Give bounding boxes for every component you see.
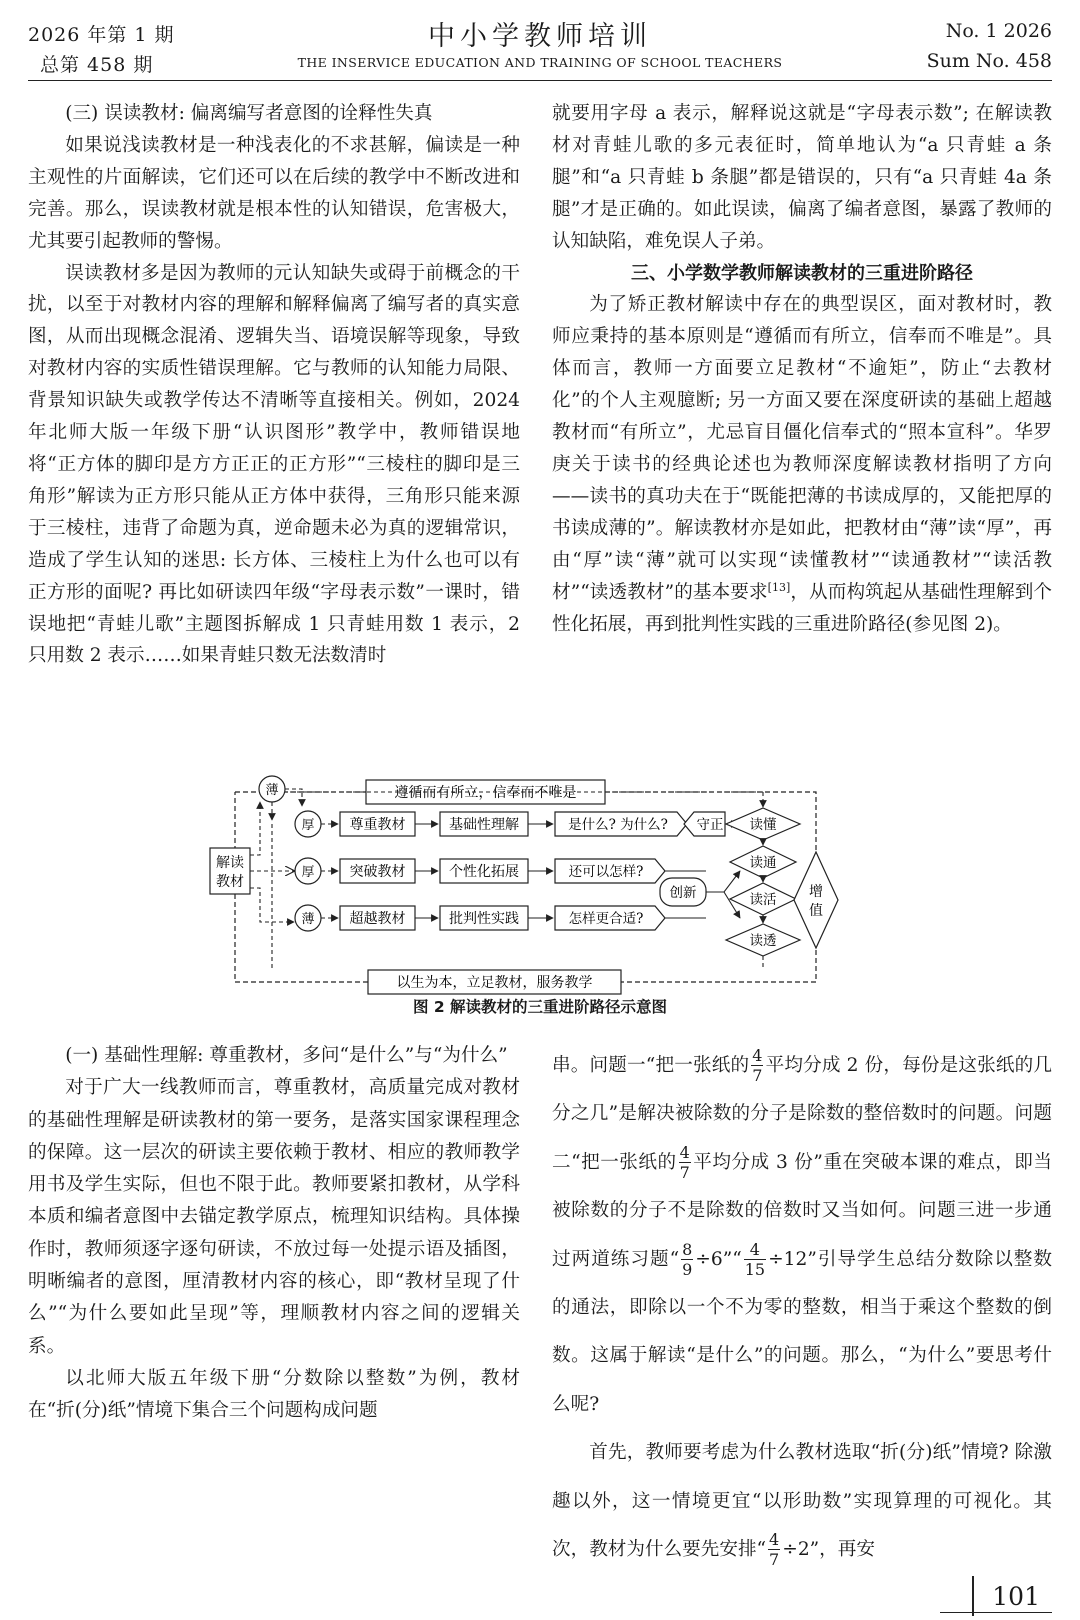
paragraph <box>552 1429 1052 1574</box>
thin-label-bottom: 薄 <box>301 912 315 927</box>
text-run: 串。问题一“把一张纸的 <box>552 1055 750 1076</box>
critical-practice-label: 批判性实践 <box>449 911 519 927</box>
fraction-4-7: $\frac{4}{7}$ <box>679 1142 690 1182</box>
citation-ref: [13] <box>767 580 791 594</box>
paragraph <box>552 289 1052 640</box>
text-run: 平均分成 3 份”重在突破本课的难点，即当被除数的分子不是除数的倍数时又当如何。问题三进一步通过两道练习题“ <box>552 1151 1052 1270</box>
start-label-2: 教材 <box>216 874 244 890</box>
page-number: 101 <box>992 1582 1040 1611</box>
section-heading: 三、小学数学教师解读教材的三重进阶路径 <box>631 262 973 284</box>
paragraph: 以北师大版五年级下册“分数除以整数”为例，教材在“折(分)纸”情境下集合三个问题构成问题 <box>28 1367 520 1422</box>
thick-label-2: 厚 <box>301 865 315 880</box>
basis-label: 以生为本，立足教材，服务教学 <box>396 975 593 991</box>
question-what-why-label: 是什么? 为什么? <box>568 817 668 833</box>
journal-title: 中小学教师培训 <box>428 21 652 52</box>
read-understand-label: 读懂 <box>749 817 777 833</box>
section-title-misreading: (三) 误读教材: 偏离编写者意图的诠释性失真 <box>65 103 433 124</box>
personal-extension-label: 个性化拓展 <box>449 864 519 880</box>
folio-rule <box>940 1612 1052 1613</box>
fraction-4-7: $\frac{4}{7}$ <box>769 1530 780 1570</box>
right-column-top <box>552 98 1052 640</box>
fraction-4-7: $\frac{4}{7}$ <box>752 1046 763 1085</box>
basic-understanding-label: 基础性理解 <box>449 817 519 833</box>
total-issue-number: 总第 458 期 <box>40 54 154 76</box>
respect-label: 尊重教材 <box>349 817 406 833</box>
paragraph-text: ，从而构筑起从基础性理解到个性化拓展，再到批判性实践的三重进阶路径(参见图 2)。 <box>552 581 1052 635</box>
text-run: ÷6”“ <box>695 1248 742 1270</box>
paragraph: 对于广大一线教师而言，尊重教材，高质量完成对教材的基础性理解是研读教材的第一要务，是落实国家课程理念的保障。这一层次的研读主要依赖于教材、相应的教师教学用书及学生实际，但也不限于此。教师要紧扣教材，从学科本质和编者意图中去锚定教学原点，梳理知识结构。具体操作时，教师须逐字逐句研读，不放过每一处提示语及插图，明晰编者的意图，厘清教材内容的核心，即“教材呈现了什么”“为什么要如此呈现”等，理顺教材内容之间的逻辑关系。 <box>28 1077 520 1357</box>
left-column-bottom <box>28 1040 520 1428</box>
read-through-label: 读通 <box>749 855 777 871</box>
thin-label-top: 薄 <box>265 783 279 798</box>
page-header <box>0 0 1080 82</box>
paragraph: 误读教材多是因为教师的元认知缺失或碍于前概念的干扰，以至于对教材内容的理解和解释偏离了编写者的真实意图，从而出现概念混淆、逻辑失当、语境误解等现象，导致对教材内容的实质性错误理解。它与教师的认知能力局限、背景知识缺失或教学传达不清晰等直接相关。例如，2024 年北师大版一年级下册“认识图形”教学中，教师错误地将“正方体的脚印是方方正正的正方形”“三棱柱的脚印是三角形”解读为正方形只能从正方体中获得，三角形只能来源于三棱柱，违背了命题为真，逆命题未必为真的逻辑常识，造成了学生认知的迷思: 长方体、三棱柱上为什么也可以有正方形的面呢? 再比如研读四年级“字母表示数”一课时，错误地把“青蛙儿歌”主题图拆解成 1 只青蛙用数 1 表示，2 只用数 2 表示……如果青蛙只数无法数清时 <box>28 262 520 667</box>
read-thorough-label: 读透 <box>749 933 777 949</box>
fraction-8-9: $\frac{8}{9}$ <box>682 1239 693 1279</box>
section-title-basic-understanding: (一) 基础性理解: 尊重教材，多问“是什么”与“为什么” <box>65 1045 508 1066</box>
figure-2-diagram <box>200 770 880 1006</box>
innovate-label: 创新 <box>669 885 697 901</box>
guard-label: 守正 <box>696 817 724 833</box>
header-rule <box>28 80 1052 81</box>
paragraph-text: 为了矫正教材解读中存在的典型误区，面对教材时，教师应秉持的基本原则是“遵循而有所立，信奉而不唯是”。具体而言，教师一方面要立足教材“不逾矩”，防止“去教材化”的个人主观臆断; 另一方面又要在深度研读的基础上超越教材而“有所立”，尤忌盲目僵化信奉式的“照本宣科”。华罗庚关于读书的经典论述也为教师深度解读教材指明了方向——读书的真功夫在于“既能把薄的书读成厚的，又能把厚的书读成薄的”。解读教材亦是如此，把教材由“薄”读“厚”，再由“厚”读“薄”就可以实现“读懂教材”“读通教材”“读活教材”“读透教材”的基本要求 <box>552 294 1052 603</box>
journal-title-english: THE INSERVICE EDUCATION AND TRAINING OF SCHOOL TEACHERS <box>297 55 783 70</box>
paragraph-continued <box>552 1042 1052 1429</box>
start-label-1: 解读 <box>216 855 244 871</box>
read-alive-label: 读活 <box>749 892 777 908</box>
text-run: 首先，教师要考虑为什么教材选取“折(分)纸”情境? 除激趣以外，这一情境更宜“以形助数”实现算理的可视化。其次，教材为什么要先安排“ <box>552 1442 1052 1561</box>
paragraph: 如果说浅读教材是一种浅表化的不求甚解，偏读是一种主观性的片面解读，它们还可以在后续的教学中不断改进和完善。那么，误读教材就是根本性的认知错误，危害极大，尤其要引起教师的警惕。 <box>28 134 520 252</box>
fraction-4-15: $\frac{4}{15}$ <box>744 1239 766 1279</box>
text-run: ÷12”引导学生总结分数除以整数的通法，即除以一个不为零的整数，相当于乘这个整数的倒数。这属于解读“是什么”的问题。那么，“为什么”要思考什么呢? <box>552 1248 1053 1415</box>
issue-number-english: No. 1 2026 <box>945 20 1052 42</box>
value-added-label-2: 值 <box>809 903 823 919</box>
question-how-else-label: 还可以怎样? <box>568 864 644 880</box>
left-column-top <box>28 98 520 672</box>
figure-caption: 图 2 解读教材的三重进阶路径示意图 <box>412 998 668 1016</box>
total-issue-english: Sum No. 458 <box>926 50 1052 72</box>
thick-label-1: 厚 <box>301 818 315 833</box>
right-column-bottom <box>552 1042 1052 1574</box>
value-added-diamond <box>794 852 838 948</box>
folio-bar <box>972 1576 974 1616</box>
principle-label: 遵循而有所立，信奉而不唯是 <box>394 785 577 801</box>
paragraph-continued: 就要用字母 a 表示，解释说这就是“字母表示数”; 在解读教材对青蛙儿歌的多元表征时，简单地认为“a 只青蛙 a 条腿”和“a 只青蛙 b 条腿”都是错误的，只有“a 只青蛙 4a 条腿”才是正确的。如此误读，偏离了编者意图，暴露了教师的认知缺陷，难免误人子弟。 <box>552 103 1052 252</box>
question-more-suitable-label: 怎样更合适? <box>568 911 644 927</box>
breakthrough-label: 突破教材 <box>349 864 406 880</box>
value-added-label-1: 增 <box>809 884 823 900</box>
text-run: 平均分成 2 份，每份是这张纸的几分之几”是解决被除数的分子是除数的整倍数时的问题。问题二“把一张纸的 <box>552 1055 1052 1173</box>
transcend-label: 超越教材 <box>349 911 406 927</box>
text-run: ÷2”，再安 <box>782 1539 875 1561</box>
issue-number: 2026 年第 1 期 <box>28 24 175 46</box>
